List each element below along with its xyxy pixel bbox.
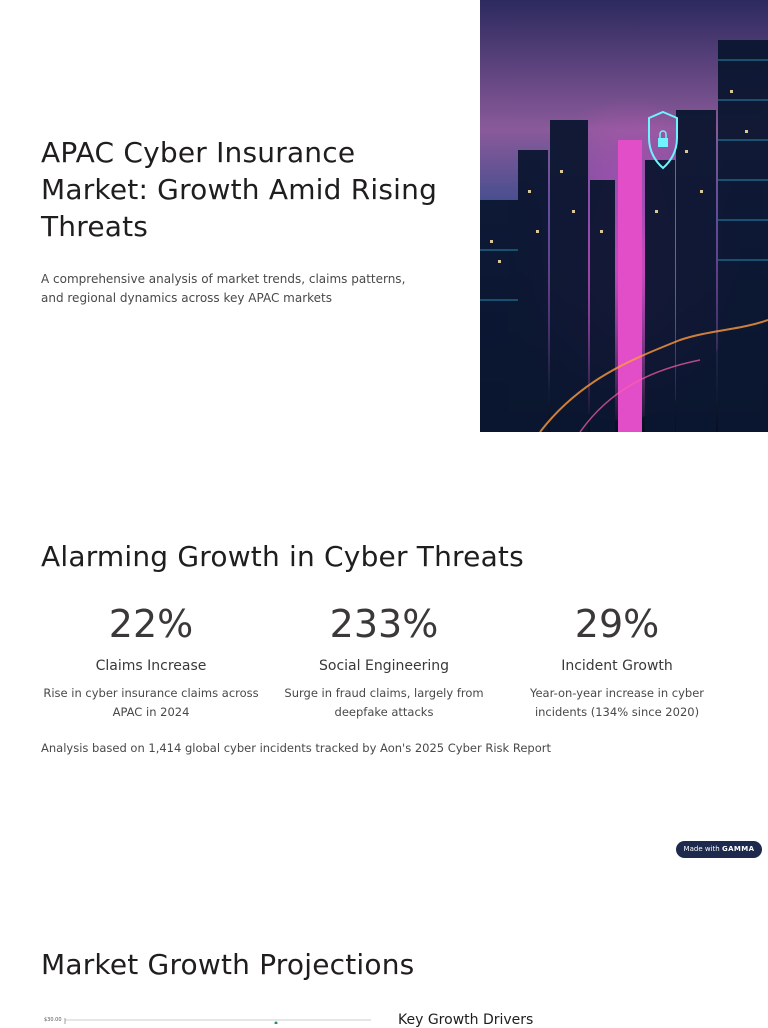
section-title-threats: Alarming Growth in Cyber Threats — [41, 540, 524, 573]
stat-incident-growth — [507, 600, 727, 722]
stat-description: Surge in fraud claims, largely from deepfake attacks — [284, 686, 484, 719]
stat-value: 22% — [108, 602, 194, 646]
made-with-gamma-badge[interactable] — [676, 841, 762, 858]
stat-label: Incident Growth — [561, 658, 673, 674]
page-title: APAC Cyber Insurance Market: Growth Amid Rising Threats — [41, 136, 438, 243]
cityscape-illustration — [480, 0, 768, 432]
key-growth-drivers-heading: Key Growth Drivers — [398, 1012, 534, 1028]
chart-y-tick-label: $30.00 — [44, 1017, 62, 1023]
stat-social-engineering — [274, 600, 494, 722]
stat-label: Social Engineering — [319, 658, 449, 674]
section-title-market: Market Growth Projections — [41, 948, 415, 981]
stat-description: Rise in cyber insurance claims across APAC in 2024 — [43, 686, 259, 719]
stat-description: Year-on-year increase in cyber incidents (134% since 2020) — [529, 686, 705, 719]
threats-footnote: Analysis based on 1,414 global cyber incidents tracked by Aon's 2025 Cyber Risk Report — [41, 741, 551, 755]
stat-claims-increase — [41, 600, 261, 722]
hero-text — [41, 134, 441, 308]
gamma-logo: GAMMA — [721, 845, 755, 853]
badge-prefix: Made with — [683, 845, 720, 853]
stat-value: 233% — [329, 602, 439, 646]
hero-cityscape-image — [480, 0, 768, 432]
market-growth-chart — [41, 1012, 376, 1024]
stat-label: Claims Increase — [95, 658, 207, 674]
hero-subtitle: A comprehensive analysis of market trends, claims patterns, and regional dynamics across key APAC markets — [41, 272, 406, 305]
stat-value: 29% — [574, 602, 660, 646]
